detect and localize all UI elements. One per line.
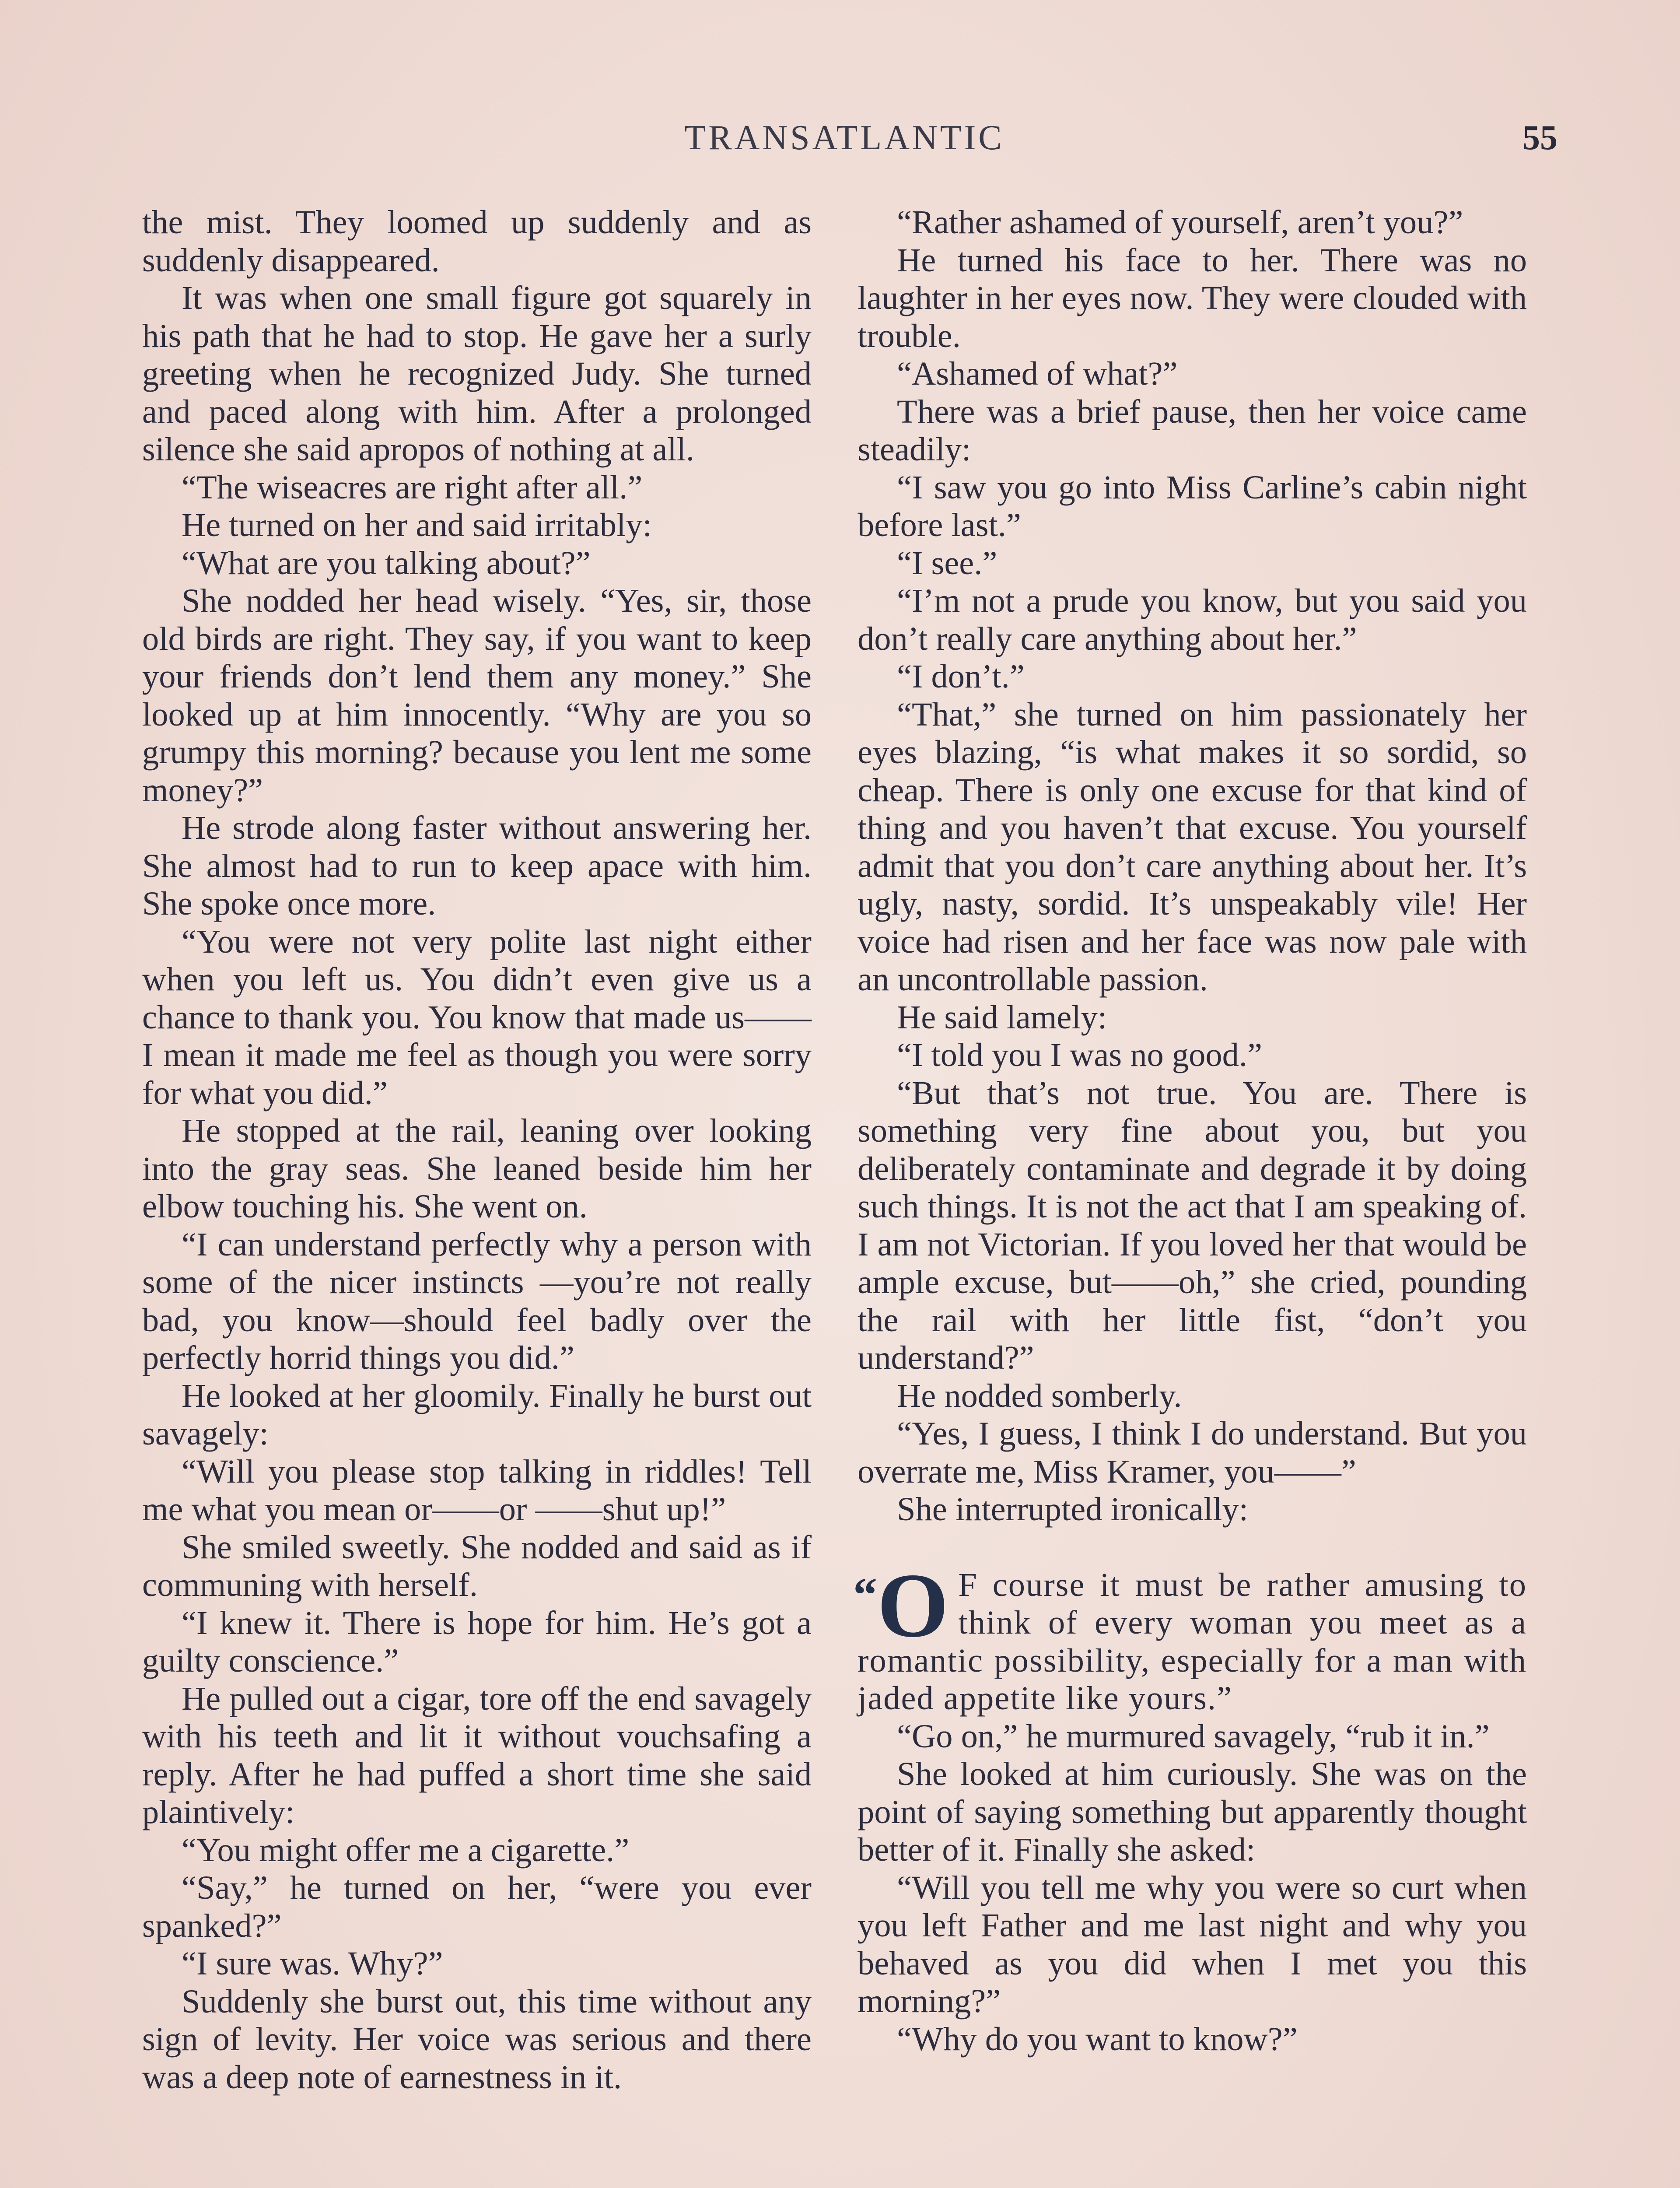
paragraph: “Say,” he turned on her, “were you ever spanked?”	[142, 1869, 812, 1944]
paragraph: She nodded her head wisely. “Yes, sir, those old birds are right. They say, if you want to keep your friends don’t lend them any money.” She looked up at him innocently. “Why are you so grumpy this morning? because you lent me some money?”	[142, 582, 812, 809]
paragraph: “I don’t.”	[897, 658, 1025, 695]
paragraph: “That,” she turned on him passionately her eyes blazing, “is what makes it so sordid, so cheap. There is only one excuse for that kind of thing and you haven’t that excuse. You yourself admit that you don’t care anything about her. It’s ugly, nasty, sordid. It’s unspeakably vile! Her voice had risen and her face was now pale with an uncontrollable passion.	[858, 695, 1527, 998]
paragraph: He turned his face to her. There was no laughter in her eyes now. They were clouded with trouble.	[858, 241, 1527, 354]
paragraph: “Ashamed of what?”	[897, 355, 1178, 392]
paragraph: He nodded somberly.	[897, 1377, 1182, 1414]
paragraph: He stopped at the rail, leaning over looking into the gray seas. She leaned beside him her elbow touching his. She went on.	[142, 1112, 812, 1225]
paragraph: “You were not very polite last night either when you left us. You didn’t even give us a chance to thank you. You know that made us——I mean it made me feel as though you were sorry for what you did.”	[142, 922, 812, 1112]
paragraph: “I’m not a prude you know, but you said you don’t really care anything about her.”	[858, 582, 1527, 657]
paragraph: Suddenly she burst out, this time without any sign of levity. Her voice was serious and there was a deep note of earnestness in it.	[142, 1982, 812, 2096]
page-header	[131, 118, 1558, 166]
right-column	[853, 203, 1527, 2058]
paragraph: “Yes, I guess, I think I do understand. But you overrate me, Miss Kramer, you——”	[858, 1415, 1527, 1490]
paragraph: “What are you talking about?”	[182, 544, 591, 582]
paragraph: He strode along faster without answering her. She almost had to run to keep apace with him. She spoke once more.	[142, 809, 812, 922]
paragraph: “I saw you go into Miss Carline’s cabin night before last.”	[858, 468, 1527, 543]
paragraph: He pulled out a cigar, tore off the end savagely with his teeth and lit it without vouchsafing a reply. After he had puffed a short time she said plaintively:	[142, 1680, 812, 1830]
drop-cap	[853, 1554, 949, 1656]
paragraph: “You might offer me a cigarette.”	[182, 1831, 630, 1869]
paragraph: “Will you tell me why you were so curt when you left Father and me last night and why you behaved as you did when I met you this morning?”	[858, 1869, 1527, 2020]
running-title: TRANSATLANTIC	[684, 119, 1004, 157]
paragraph: It was when one small figure got squarely in his path that he had to stop. He gave her a surly greeting when he recognized Judy. She turned and paced along with him. After a prolonged silence she said apropos of nothing at all.	[142, 279, 812, 468]
paragraph: “I see.”	[897, 544, 998, 582]
dropcap-paragraph	[853, 1554, 1527, 1718]
paragraph: “The wiseacres are right after all.”	[182, 468, 643, 506]
left-column	[142, 203, 812, 2096]
drop-cap-quote: “	[853, 1567, 877, 1621]
paragraph: He turned on her and said irritably:	[182, 506, 652, 543]
paragraph: “Will you please stop talking in riddles! Tell me what you mean or——or ——shut up!”	[142, 1452, 812, 1528]
paragraph: He looked at her gloomily. Finally he burst out savagely:	[142, 1377, 812, 1452]
paragraph: She smiled sweetly. She nodded and said as if communing with herself.	[142, 1528, 812, 1603]
paragraph: the mist. They loomed up suddenly and as suddenly disappeared.	[142, 203, 812, 279]
paragraph: There was a brief pause, then her voice came steadily:	[858, 393, 1527, 468]
paragraph: She interrupted ironically:	[897, 1490, 1249, 1528]
paragraph: She looked at him curiously. She was on the point of saying something but apparently thought better of it. Finally she asked:	[858, 1755, 1527, 1868]
paragraph: “I can understand perfectly why a person with some of the nicer instincts —you’re not really bad, you know—should feel badly over the perfectly horrid things you did.”	[142, 1225, 812, 1376]
paragraph: “But that’s not true. You are. There is something very fine about you, but you deliberately contaminate and degrade it by doing such things. It is not the act that I am speaking of. I am not Victorian. If you loved her that would be ample excuse, but——oh,” she cried, pounding the rail with her little fist, “don’t you understand?”	[858, 1074, 1527, 1376]
dropcap-paragraph-text: F course it must be rather amusing to think of every woman you meet as a romantic possibility, especially for a man with jaded appetite like yours.”	[858, 1566, 1527, 1717]
paragraph: “Go on,” he murmured savagely, “rub it in.”	[897, 1717, 1490, 1755]
paragraph: He said lamely:	[897, 998, 1107, 1036]
paragraph: “I told you I was no good.”	[897, 1036, 1262, 1073]
page-number: 55	[1522, 119, 1558, 157]
paragraph: “I sure was. Why?”	[182, 1945, 443, 1982]
paragraph: “I knew it. There is hope for him. He’s got a guilty conscience.”	[142, 1604, 812, 1679]
drop-cap-letter: O	[877, 1554, 949, 1656]
paragraph: “Why do you want to know?”	[897, 2020, 1298, 2058]
paragraph: “Rather ashamed of yourself, aren’t you?”	[897, 203, 1463, 241]
